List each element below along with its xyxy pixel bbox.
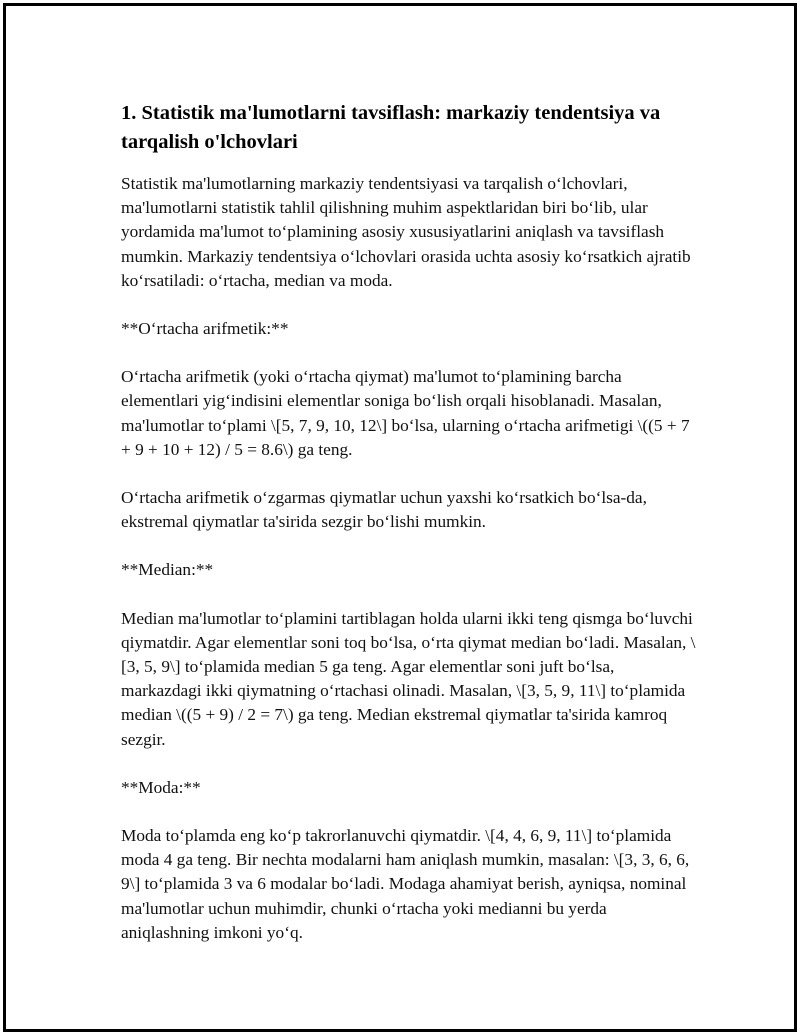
mode-subheading: **Moda:** [121,777,201,797]
section-heading: 1. Statistik ma'lumotlarni tavsiflash: markaziy tendentsiya va tarqalish o'lchovlari [121,102,661,153]
mean-note-paragraph: O‘rtacha arifmetik o‘zgarmas qiymatlar uchun yaxshi ko‘rsatkich bo‘lsa-da, ekstremal qiymatlar ta'sirida sezgir bo‘lishi mumkin. [121,488,647,532]
mode-paragraph: Moda to‘plamda eng ko‘p takrorlanuvchi qiymatdir. \[4, 4, 6, 9, 11\] to‘plamida moda 4 ga teng. Bir nechta modalarni ham aniqlash mumkin, masalan: \[3, 3, 6, 6, 9\] to‘plamida 3 va 6 modalar bo‘ladi. Modaga ahamiyat berish, ayniqsa, nominal ma'lumotlar uchun muhimdir, chunki o‘rtacha yoki medianni bu yerda aniqlashning imkoni yo‘q. [121,826,690,942]
document-body [121,99,696,969]
mean-paragraph: O‘rtacha arifmetik (yoki o‘rtacha qiymat) ma'lumot to‘plamining barcha elementlari yig‘indisini elementlar soniga bo‘lish orqali hisoblanadi. Masalan, ma'lumotlar to‘plami \[5, 7, 9, 10, 12\] bo‘lsa, ularning o‘rtacha arifmetigi \((5 + 7 + 9 + 10 + 12) / 5 = 8.6\) ga teng. [121,367,690,459]
median-subheading: **Median:** [121,560,214,580]
mean-subheading: **O‘rtacha arifmetik:** [121,319,289,339]
median-paragraph: Median ma'lumotlar to‘plamini tartiblagan holda ularni ikki teng qismga bo‘luvchi qiymatdir. Agar elementlar soni toq bo‘lsa, o‘rta qiymat median bo‘ladi. Masalan, \[3, 5, 9\] to‘plamida median 5 ga teng. Agar elementlar soni juft bo‘lsa, markazdagi ikki qiymatning o‘rtachasi olinadi. Masalan, \[3, 5, 9, 11\] to‘plamida median \((5 + 9) / 2 = 7\) ga teng. Median ekstremal qiymatlar ta'sirida kamroq sezgir. [121,608,696,749]
page-frame [3,3,797,1032]
intro-paragraph: Statistik ma'lumotlarning markaziy tendentsiyasi va tarqalish o‘lchovlari, ma'lumotlarni statistik tahlil qilishning muhim aspektlaridan biri bo‘lib, ular yordamida ma'lumot to‘plamining asosiy xususiyatlarini aniqlash va tavsiflash mumkin. Markaziy tendentsiya o‘lchovlari orasida uchta asosiy ko‘rsatkich ajratib ko‘rsatiladi: o‘rtacha, median va moda. [121,174,691,290]
